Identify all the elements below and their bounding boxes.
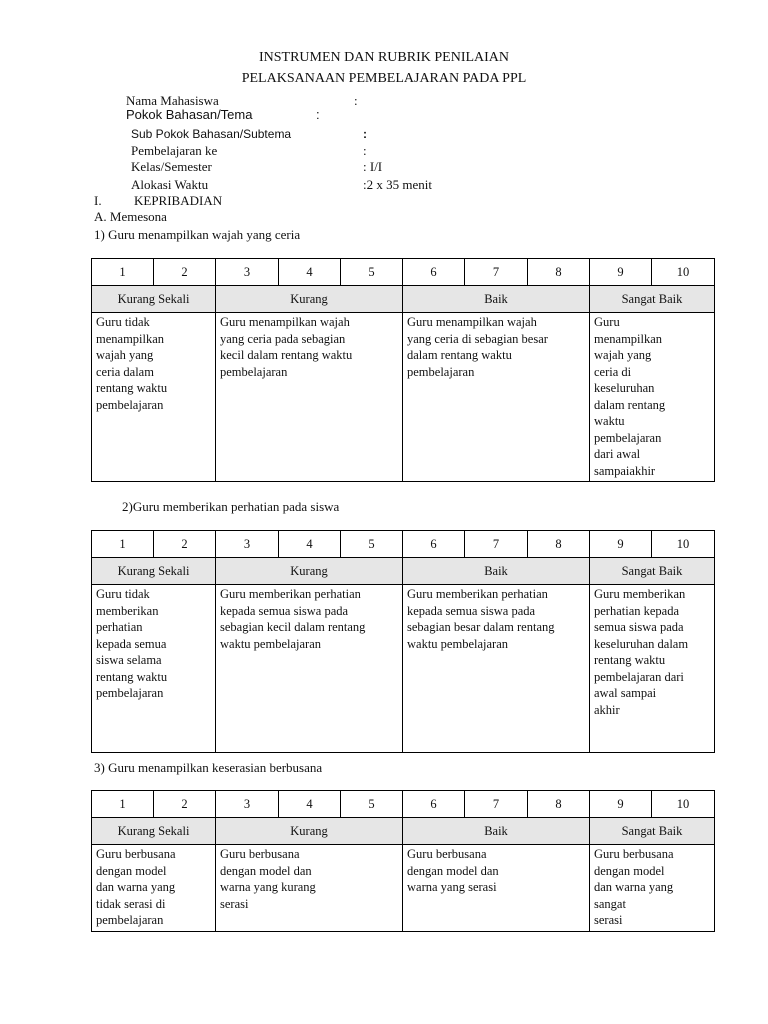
- alokasi-label: Alokasi Waktu: [131, 177, 209, 192]
- score-9: 9: [590, 259, 652, 286]
- category-kurang-sekali: Kurang Sekali: [92, 286, 216, 313]
- description-baik: Guru berbusana dengan model dan warna yang serasi: [403, 845, 590, 932]
- category-baik: Baik: [403, 818, 590, 845]
- category-sangat-baik: Sangat Baik: [590, 818, 715, 845]
- category-sangat-baik: Sangat Baik: [590, 558, 715, 585]
- description-sangat-baik: Guru berbusana dengan model dan warna yang sangat serasi: [590, 845, 715, 932]
- score-6: 6: [403, 259, 465, 286]
- category-kurang-sekali: Kurang Sekali: [92, 558, 216, 585]
- score-3: 3: [216, 531, 279, 558]
- category-baik: Baik: [403, 286, 590, 313]
- score-10: 10: [652, 791, 715, 818]
- description-kurang: Guru berbusana dengan model dan warna yang kurang serasi: [216, 845, 403, 932]
- section-heading: [94, 193, 223, 209]
- score-1: 1: [92, 531, 154, 558]
- category-baik: Baik: [403, 558, 590, 585]
- sub-label: Sub Pokok Bahasan/Subtema: [131, 127, 292, 141]
- score-1: 1: [92, 259, 154, 286]
- item-3-label: 3) Guru menampilkan keserasian berbusana: [94, 760, 323, 775]
- rubric-table-3: [91, 790, 715, 932]
- category-kurang: Kurang: [216, 558, 403, 585]
- score-1: 1: [92, 791, 154, 818]
- pembelajaran-label: Pembelajaran ke: [131, 143, 218, 158]
- category-kurang: Kurang: [216, 818, 403, 845]
- description-baik: Guru memberikan perhatian kepada semua siswa pada sebagian besar dalam rentang waktu pembelajaran: [403, 585, 590, 753]
- document-title-line1: INSTRUMEN DAN RUBRIK PENILAIAN: [258, 50, 510, 65]
- category-sangat-baik: Sangat Baik: [590, 286, 715, 313]
- score-7: 7: [465, 259, 528, 286]
- score-4: 4: [279, 791, 341, 818]
- kelas-label: Kelas/Semester: [131, 159, 212, 174]
- score-5: 5: [341, 531, 403, 558]
- score-4: 4: [279, 531, 341, 558]
- score-7: 7: [465, 791, 528, 818]
- document-title-line2: PELAKSANAAN PEMBELAJARAN PADA PPL: [241, 71, 527, 86]
- section-title: KEPRIBADIAN: [134, 193, 223, 208]
- score-8: 8: [528, 791, 590, 818]
- kelas-value: : I/I: [363, 159, 383, 174]
- info-pokok: [126, 107, 320, 122]
- description-kurang-sekali: Guru tidak memberikan perhatian kepada semua siswa selama rentang waktu pembelajaran: [92, 585, 216, 753]
- pembelajaran-colon: :: [363, 143, 367, 158]
- description-baik: Guru menampilkan wajah yang ceria di sebagian besar dalam rentang waktu pembelajaran: [403, 313, 590, 482]
- score-10: 10: [652, 259, 715, 286]
- score-9: 9: [590, 531, 652, 558]
- nama-label: Nama Mahasiswa: [126, 93, 219, 108]
- score-5: 5: [341, 791, 403, 818]
- category-kurang-sekali: Kurang Sekali: [92, 818, 216, 845]
- info-alokasi: [131, 177, 432, 193]
- score-6: 6: [403, 531, 465, 558]
- rubric-table-2: [91, 530, 715, 753]
- alokasi-value: :2 x 35 menit: [363, 177, 432, 192]
- description-kurang: Guru memberikan perhatian kepada semua siswa pada sebagian kecil dalam rentang waktu pembelajaran: [216, 585, 403, 753]
- nama-colon: :: [354, 93, 358, 108]
- description-kurang-sekali: Guru berbusana dengan model dan warna yang tidak serasi di pembelajaran: [92, 845, 216, 932]
- score-4: 4: [279, 259, 341, 286]
- description-kurang: Guru menampilkan wajah yang ceria pada sebagian kecil dalam rentang waktu pembelajaran: [216, 313, 403, 482]
- pokok-label: Pokok Bahasan/Tema: [126, 107, 253, 122]
- rubric-table-1: [91, 258, 715, 482]
- score-2: 2: [154, 531, 216, 558]
- section-roman: I.: [94, 193, 102, 208]
- score-10: 10: [652, 531, 715, 558]
- score-2: 2: [154, 259, 216, 286]
- score-2: 2: [154, 791, 216, 818]
- sub-colon: :: [363, 127, 367, 141]
- info-sub: [131, 127, 367, 141]
- info-pembelajaran: [131, 143, 367, 159]
- score-3: 3: [216, 791, 279, 818]
- score-9: 9: [590, 791, 652, 818]
- score-8: 8: [528, 259, 590, 286]
- description-kurang-sekali: Guru tidak menampilkan wajah yang ceria dalam rentang waktu pembelajaran: [92, 313, 216, 482]
- score-7: 7: [465, 531, 528, 558]
- category-kurang: Kurang: [216, 286, 403, 313]
- description-sangat-baik: Guru memberikan perhatian kepada semua siswa pada keseluruhan dalam rentang waktu pembelajaran dari awal sampai akhir: [590, 585, 715, 753]
- subsection-heading: A. Memesona: [94, 209, 167, 224]
- item-2-label: 2)Guru memberikan perhatian pada siswa: [122, 499, 340, 514]
- description-sangat-baik: Guru menampilkan wajah yang ceria di keseluruhan dalam rentang waktu pembelajaran dari awal sampaiakhir: [590, 313, 715, 482]
- score-8: 8: [528, 531, 590, 558]
- info-kelas: [131, 159, 383, 175]
- item-1-label: 1) Guru menampilkan wajah yang ceria: [94, 227, 301, 242]
- score-5: 5: [341, 259, 403, 286]
- score-6: 6: [403, 791, 465, 818]
- score-3: 3: [216, 259, 279, 286]
- pokok-colon: :: [316, 107, 320, 122]
